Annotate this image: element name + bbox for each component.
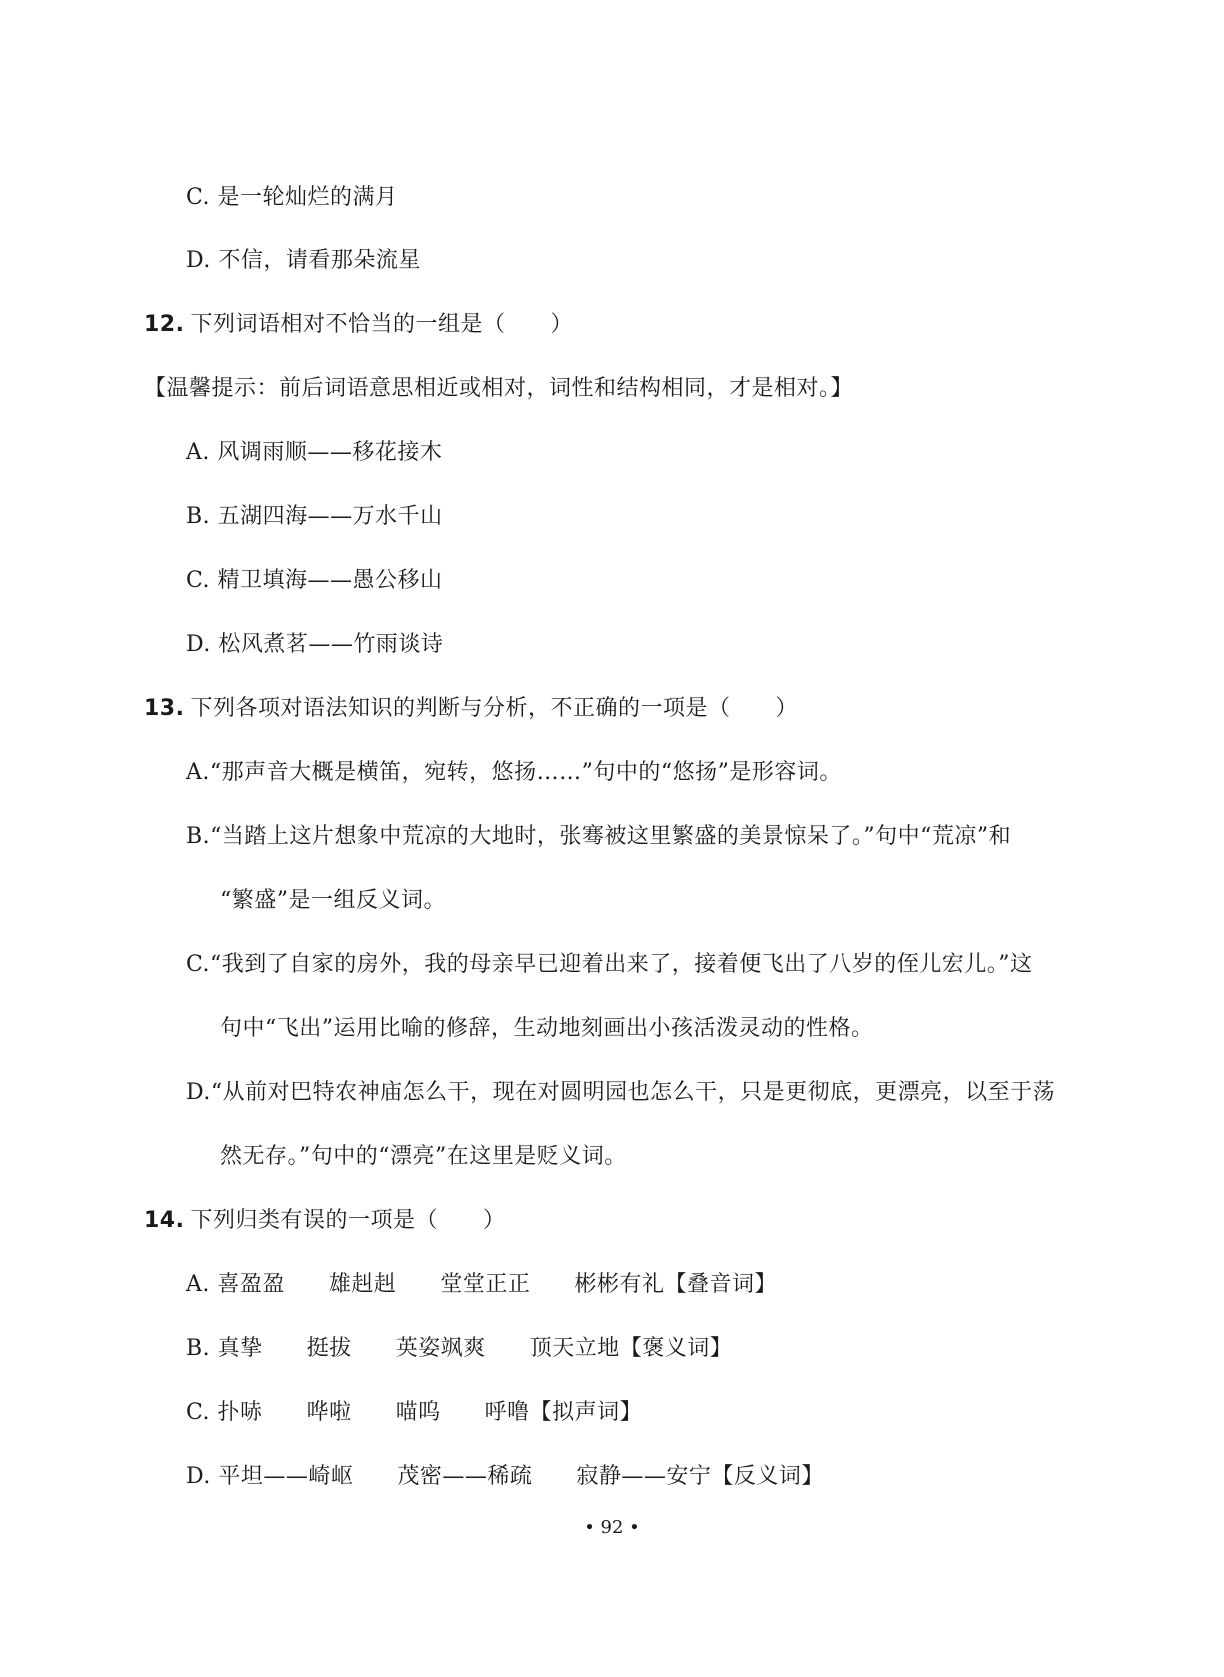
q14-option-c-word: 哗啦: [306, 1400, 352, 1425]
q14-option-a-word: 堂堂正正: [440, 1272, 531, 1297]
q12-stem: 下列词语相对不恰当的一组是（ ）: [190, 312, 573, 337]
q14-option-a-word: 喜盈盈: [217, 1272, 285, 1297]
q14-option-b-word: 顶天立地【褒义词】: [529, 1336, 733, 1361]
q14-option-b-word: 真挚: [217, 1336, 263, 1361]
q14-option-b: [186, 1334, 732, 1364]
q14-option-b-word: 英姿飒爽: [395, 1336, 486, 1361]
q14-option-c-word: 呼噜【拟声词】: [484, 1400, 643, 1425]
q12-hint: 【温馨提示：前后词语意思相近或相对，词性和结构相同，才是相对。】: [144, 376, 854, 401]
q14-option-a-word: 雄赳赳: [328, 1272, 397, 1297]
q14-option-c-word: 喵呜: [395, 1400, 441, 1425]
q13-number: 13.: [144, 696, 185, 721]
q14-option-a-word: 彬彬有礼【叠音词】: [574, 1272, 777, 1297]
q14-option-d: [186, 1462, 824, 1492]
q13-option-d-line1: D.“从前对巴特农神庙怎么干，现在对圆明园也怎么干，只是更彻底，更漂亮，以至于荡: [186, 1080, 1056, 1105]
q14-option-c-label: C.: [186, 1400, 211, 1425]
q14-option-a-label: A.: [186, 1272, 210, 1297]
q12-option-c: C. 精卫填海——愚公移山: [186, 568, 443, 593]
q12-stem-line: [144, 310, 573, 340]
q14-option-c: [186, 1398, 642, 1428]
q13-option-c-line1: C.“我到了自家的房外，我的母亲早已迎着出来了，接着便飞出了八岁的侄儿宏儿。”这: [186, 952, 1033, 977]
q13-stem-line: [144, 694, 798, 724]
q11-option-c: C. 是一轮灿烂的满月: [186, 185, 398, 210]
q14-number: 14.: [144, 1208, 185, 1233]
q13-option-d-line2: 然无存。”句中的“漂亮”在这里是贬义词。: [220, 1144, 627, 1169]
q14-stem-line: [144, 1206, 506, 1236]
q14-option-d-word: 茂密——稀疏: [397, 1464, 533, 1489]
q14-option-d-word: 平坦——崎岖: [218, 1464, 354, 1489]
q14-option-b-label: B.: [186, 1336, 211, 1361]
q14-stem: 下列归类有误的一项是（ ）: [190, 1208, 506, 1233]
q13-stem: 下列各项对语法知识的判断与分析，不正确的一项是（ ）: [190, 696, 798, 721]
q14-option-d-label: D.: [186, 1464, 211, 1489]
q13-option-b-line1: B.“当踏上这片想象中荒凉的大地时，张骞被这里繁盛的美景惊呆了。”句中“荒凉”和: [186, 824, 1012, 849]
q13-option-c-line2: 句中“飞出”运用比喻的修辞，生动地刻画出小孩活泼灵动的性格。: [220, 1016, 874, 1041]
q14-option-c-word: 扑哧: [217, 1400, 263, 1425]
q13-option-b-line2: “繁盛”是一组反义词。: [220, 888, 446, 913]
page-number: • 92 •: [584, 1517, 640, 1538]
q14-option-a: [186, 1270, 777, 1300]
q14-option-d-word: 寂静——安宁【反义词】: [576, 1464, 824, 1489]
q13-option-a: A.“那声音大概是横笛，宛转，悠扬……”句中的“悠扬”是形容词。: [186, 760, 842, 785]
q12-option-a: A. 风调雨顺——移花接木: [186, 440, 443, 465]
q11-option-d: D. 不信，请看那朵流星: [186, 248, 421, 273]
q12-option-d: D. 松风煮茗——竹雨谈诗: [186, 632, 444, 657]
q12-number: 12.: [144, 312, 185, 337]
q12-option-b: B. 五湖四海——万水千山: [186, 504, 443, 529]
q14-option-b-word: 挺拔: [306, 1336, 352, 1361]
